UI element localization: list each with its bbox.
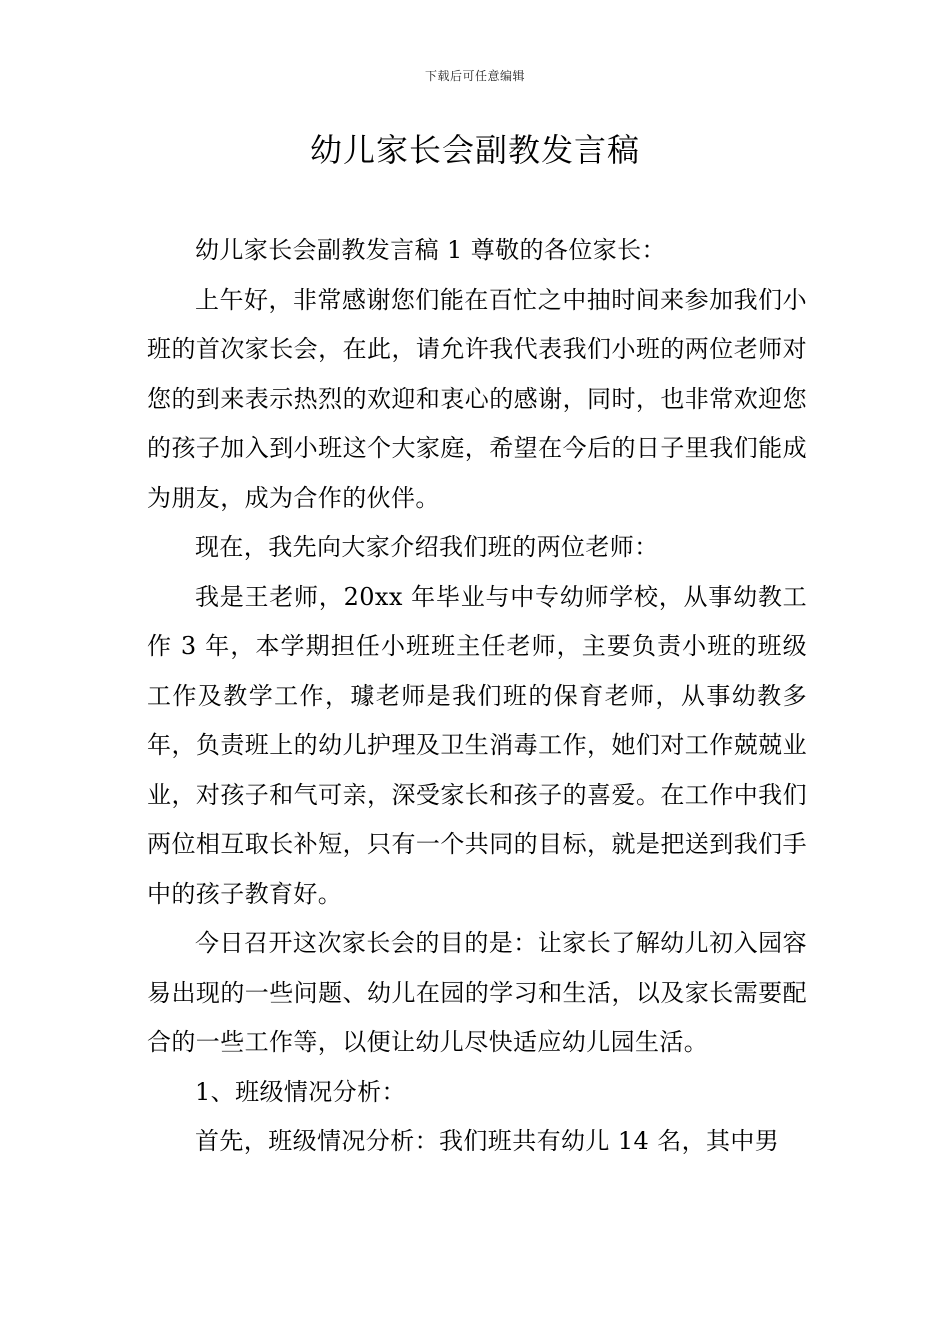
paragraph-meeting-purpose: 今日召开这次家长会的目的是：让家长了解幼儿初入园容易出现的一些问题、幼儿在园的学习和生活，以及家长需要配合的一些工作等，以便让幼儿尽快适应幼儿园生活。	[147, 929, 807, 1056]
paragraph-greeting: 幼儿家长会副教发言稿 1 尊敬的各位家长：	[195, 236, 666, 264]
document-body	[147, 226, 807, 1167]
document-title: 幼儿家长会副教发言稿	[309, 131, 640, 169]
header-note: 下载后可任意编辑	[424, 69, 525, 83]
paragraph-teacher-details: 我是王老师，20xx 年毕业与中专幼师学校，从事幼教工作 3 年，本学期担任小班班主任老师，主要负责小班的班级工作及教学工作，璩老师是我们班的保育老师，从事幼教多年，负责班上的幼儿护理及卫生消毒工作，她们对工作兢兢业业，对孩子和气可亲，深受家长和孩子的喜爱。在工作中我们两位相互取长补短，只有一个共同的目标，就是把送到我们手中的孩子教育好。	[147, 582, 807, 908]
paragraph-welcome: 上午好，非常感谢您们能在百忙之中抽时间来参加我们小班的首次家长会，在此，请允许我代表我们小班的两位老师对您的到来表示热烈的欢迎和衷心的感谢，同时，也非常欢迎您的孩子加入到小班这个大家庭，希望在今后的日子里我们能成为朋友，成为合作的伙伴。	[147, 285, 807, 512]
paragraph-class-analysis: 首先，班级情况分析：我们班共有幼儿 14 名，其中男	[195, 1127, 780, 1155]
paragraph-intro-teachers: 现在，我先向大家介绍我们班的两位老师：	[195, 533, 659, 561]
paragraph-section-heading: 1、班级情况分析：	[195, 1077, 406, 1106]
